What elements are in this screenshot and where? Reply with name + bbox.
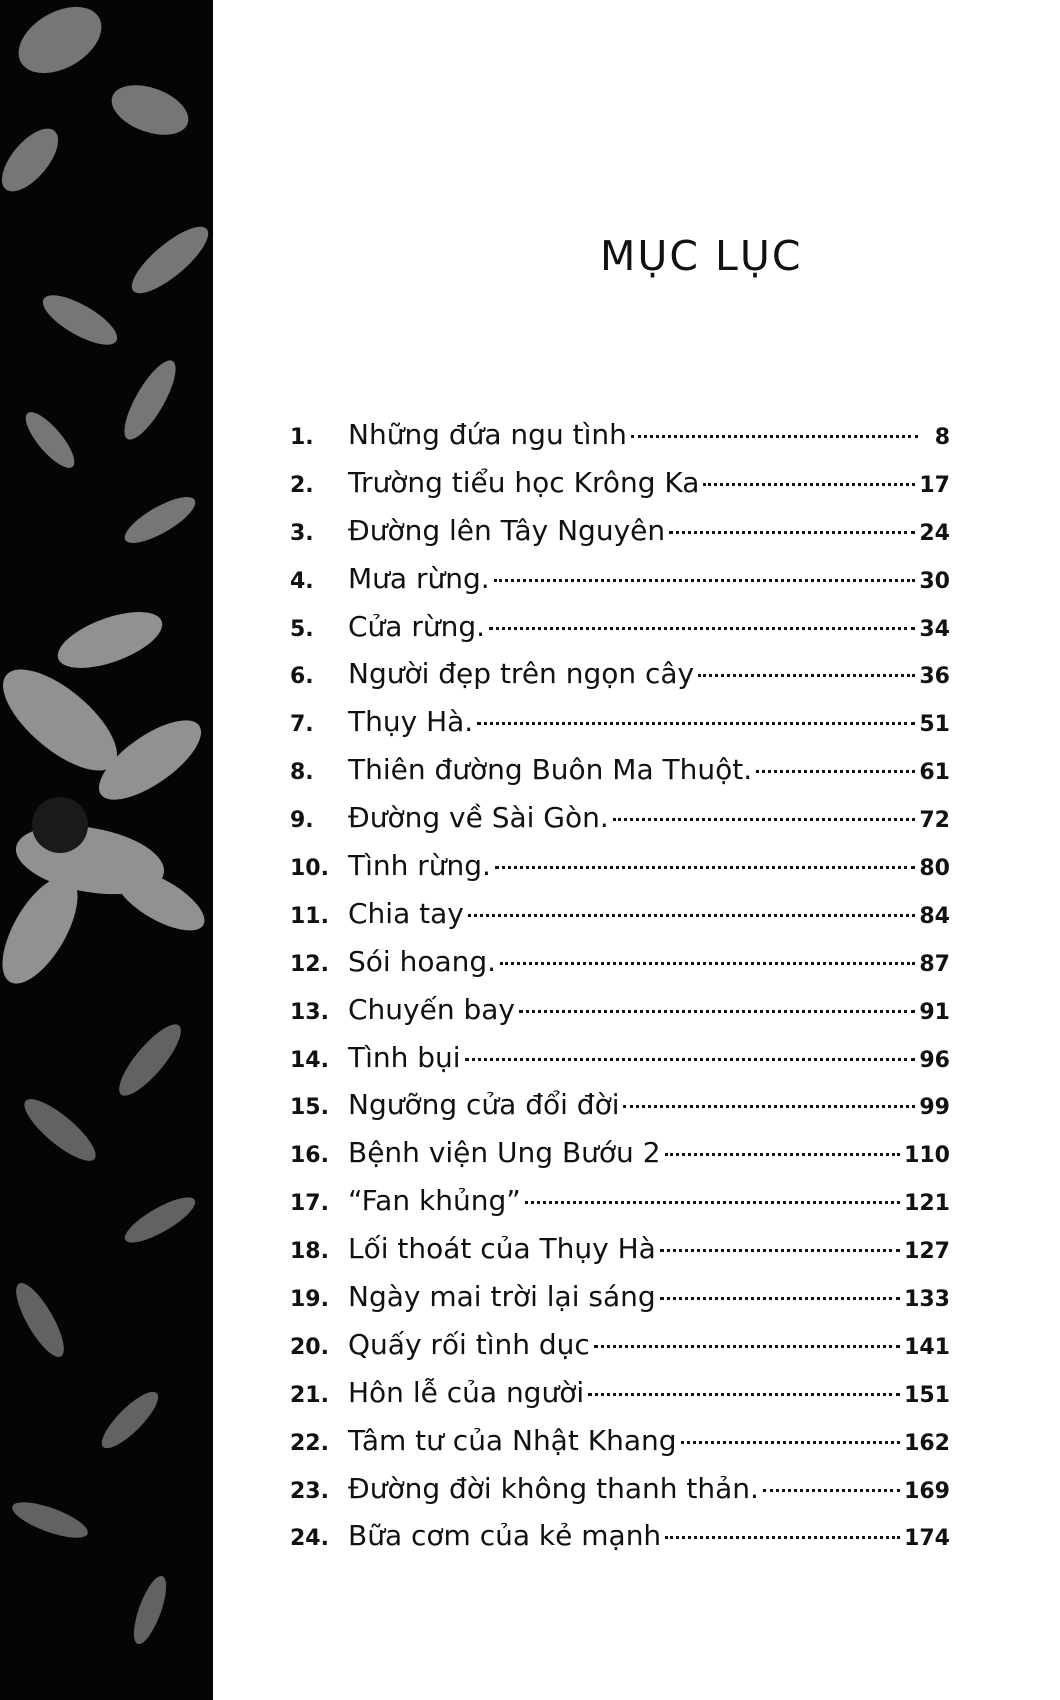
toc-entry-number: 10.	[290, 856, 329, 882]
floral-side-panel	[0, 0, 213, 1700]
toc-entry-title: Người đẹp trên ngọn cây	[348, 657, 695, 691]
toc-entry-title: Mưa rừng.	[348, 561, 490, 595]
toc-entry-title: Lối thoát của Thụy Hà	[348, 1232, 656, 1266]
toc-leader-dots	[631, 435, 918, 438]
toc-entry-page: 24	[919, 520, 950, 546]
toc-entry	[290, 1088, 950, 1136]
toc-leader-dots	[500, 962, 915, 965]
toc-leader-dots	[477, 722, 915, 725]
toc-entry-title: Thiên đường Buôn Ma Thuột.	[348, 753, 753, 787]
toc-leader-dots	[525, 1201, 900, 1204]
toc-entry	[290, 897, 950, 945]
toc-leader-dots	[495, 866, 915, 869]
toc-leader-dots	[660, 1249, 900, 1252]
toc-entry	[290, 1136, 950, 1184]
toc-entry-page: 99	[919, 1095, 950, 1121]
toc-entry-number: 7.	[290, 712, 314, 738]
toc-entry-number: 18.	[290, 1239, 329, 1265]
toc-leader-dots	[756, 770, 915, 773]
toc-entry-number: 8.	[290, 760, 314, 786]
toc-entry-title: “Fan khủng”	[348, 1184, 521, 1218]
toc-entry-number: 19.	[290, 1287, 329, 1313]
toc-entry	[290, 1424, 950, 1472]
table-of-contents	[290, 418, 950, 1567]
toc-leader-dots	[588, 1393, 900, 1396]
page-title: MỤC LỤC	[600, 232, 803, 280]
toc-entry-page: 91	[919, 999, 950, 1025]
toc-entry-title: Cửa rừng.	[348, 609, 486, 643]
toc-entry	[290, 418, 950, 466]
toc-entry	[290, 849, 950, 897]
toc-leader-dots	[681, 1441, 901, 1444]
toc-entry	[290, 562, 950, 610]
toc-entry-number: 9.	[290, 808, 314, 834]
toc-entry-number: 22.	[290, 1430, 329, 1456]
toc-leader-dots	[489, 627, 915, 630]
toc-entry-number: 2.	[290, 472, 314, 498]
toc-leader-dots	[698, 674, 915, 677]
toc-entry-number: 13.	[290, 999, 329, 1025]
toc-entry-number: 11.	[290, 903, 329, 929]
toc-leader-dots	[665, 1153, 901, 1156]
toc-entry-title: Bữa cơm của kẻ mạnh	[348, 1519, 662, 1553]
toc-entry-number: 21.	[290, 1382, 329, 1408]
toc-entry-title: Hôn lễ của người	[348, 1375, 585, 1409]
toc-entry-number: 24.	[290, 1526, 329, 1552]
toc-entry-title: Quấy rối tình dục	[348, 1327, 590, 1361]
toc-entry-title: Bệnh viện Ung Bướu 2	[348, 1136, 661, 1170]
toc-leader-dots	[763, 1489, 900, 1492]
toc-leader-dots	[519, 1010, 915, 1013]
flower-center	[32, 797, 88, 853]
toc-entry-number: 14.	[290, 1047, 329, 1073]
toc-leader-dots	[613, 818, 916, 821]
toc-entry-page: 133	[904, 1287, 950, 1313]
toc-entry-title: Trường tiểu học Krông Ka	[348, 465, 700, 499]
toc-entry	[290, 657, 950, 705]
toc-entry-number: 1.	[290, 425, 314, 450]
toc-entry-number: 12.	[290, 951, 329, 977]
toc-entry-title: Tình bụi	[348, 1040, 461, 1074]
floral-illustration	[0, 0, 213, 1700]
toc-entry-title: Sói hoang.	[348, 944, 497, 978]
toc-entry-page: 51	[919, 712, 950, 738]
toc-entry-page: 17	[919, 472, 950, 498]
toc-entry-title: Chuyến bay	[348, 992, 515, 1026]
toc-entry	[290, 1280, 950, 1328]
toc-entry-page: 96	[919, 1047, 950, 1073]
toc-entry-number: 20.	[290, 1334, 329, 1360]
toc-entry-title: Đường lên Tây Nguyên	[348, 513, 666, 547]
toc-entry-number: 6.	[290, 664, 314, 690]
toc-leader-dots	[594, 1345, 900, 1348]
toc-entry-number: 17.	[290, 1191, 329, 1217]
toc-entry	[290, 1041, 950, 1089]
toc-leader-dots	[703, 483, 915, 486]
toc-leader-dots	[623, 1105, 915, 1108]
toc-entry-page: 87	[919, 951, 950, 977]
toc-entry	[290, 1232, 950, 1280]
toc-entry-page: 127	[904, 1239, 950, 1265]
toc-entry	[290, 1184, 950, 1232]
toc-entry-title: Ngày mai trời lại sáng	[348, 1280, 656, 1314]
toc-entry-title: Tâm tư của Nhật Khang	[348, 1423, 677, 1457]
toc-leader-dots	[669, 531, 915, 534]
toc-entry	[290, 610, 950, 658]
toc-leader-dots	[468, 914, 916, 917]
toc-entry-page: 8	[934, 425, 950, 450]
toc-entry	[290, 1519, 950, 1567]
toc-entry	[290, 753, 950, 801]
toc-entry-title: Thụy Hà.	[348, 705, 474, 739]
toc-entry-page: 162	[904, 1430, 950, 1456]
toc-entry-title: Tình rừng.	[348, 849, 491, 883]
toc-entry-number: 5.	[290, 616, 314, 642]
toc-entry	[290, 466, 950, 514]
toc-entry-page: 72	[919, 808, 950, 834]
toc-entry-title: Những đứa ngu tình	[348, 418, 627, 451]
toc-entry-page: 84	[919, 903, 950, 929]
toc-entry-page: 141	[904, 1334, 950, 1360]
toc-entry	[290, 514, 950, 562]
toc-entry-title: Đường đời không thanh thản.	[348, 1471, 759, 1505]
toc-entry-page: 61	[919, 760, 950, 786]
toc-entry	[290, 945, 950, 993]
toc-entry-title: Chia tay	[348, 896, 464, 930]
toc-entry-title: Đường về Sài Gòn.	[348, 801, 609, 835]
toc-leader-dots	[660, 1297, 900, 1300]
toc-leader-dots	[494, 579, 916, 582]
toc-entry-page: 174	[904, 1526, 950, 1552]
toc-entry-number: 15.	[290, 1095, 329, 1121]
toc-entry-page: 151	[904, 1382, 950, 1408]
toc-entry	[290, 1376, 950, 1424]
toc-entry-page: 80	[919, 856, 950, 882]
toc-entry	[290, 1472, 950, 1520]
toc-entry-page: 169	[904, 1478, 950, 1504]
toc-entry-page: 121	[904, 1191, 950, 1217]
toc-leader-dots	[465, 1058, 916, 1061]
toc-entry	[290, 1328, 950, 1376]
toc-entry-page: 110	[904, 1143, 950, 1169]
toc-entry-number: 16.	[290, 1143, 329, 1169]
toc-entry	[290, 993, 950, 1041]
toc-entry	[290, 801, 950, 849]
toc-entry-page: 36	[919, 664, 950, 690]
toc-entry-title: Ngưỡng cửa đổi đời	[348, 1088, 620, 1122]
toc-entry-number: 23.	[290, 1478, 329, 1504]
toc-leader-dots	[665, 1536, 900, 1539]
toc-entry	[290, 705, 950, 753]
toc-entry-page: 34	[919, 616, 950, 642]
toc-entry-number: 3.	[290, 520, 314, 546]
toc-entry-page: 30	[919, 568, 950, 594]
toc-entry-number: 4.	[290, 568, 314, 594]
